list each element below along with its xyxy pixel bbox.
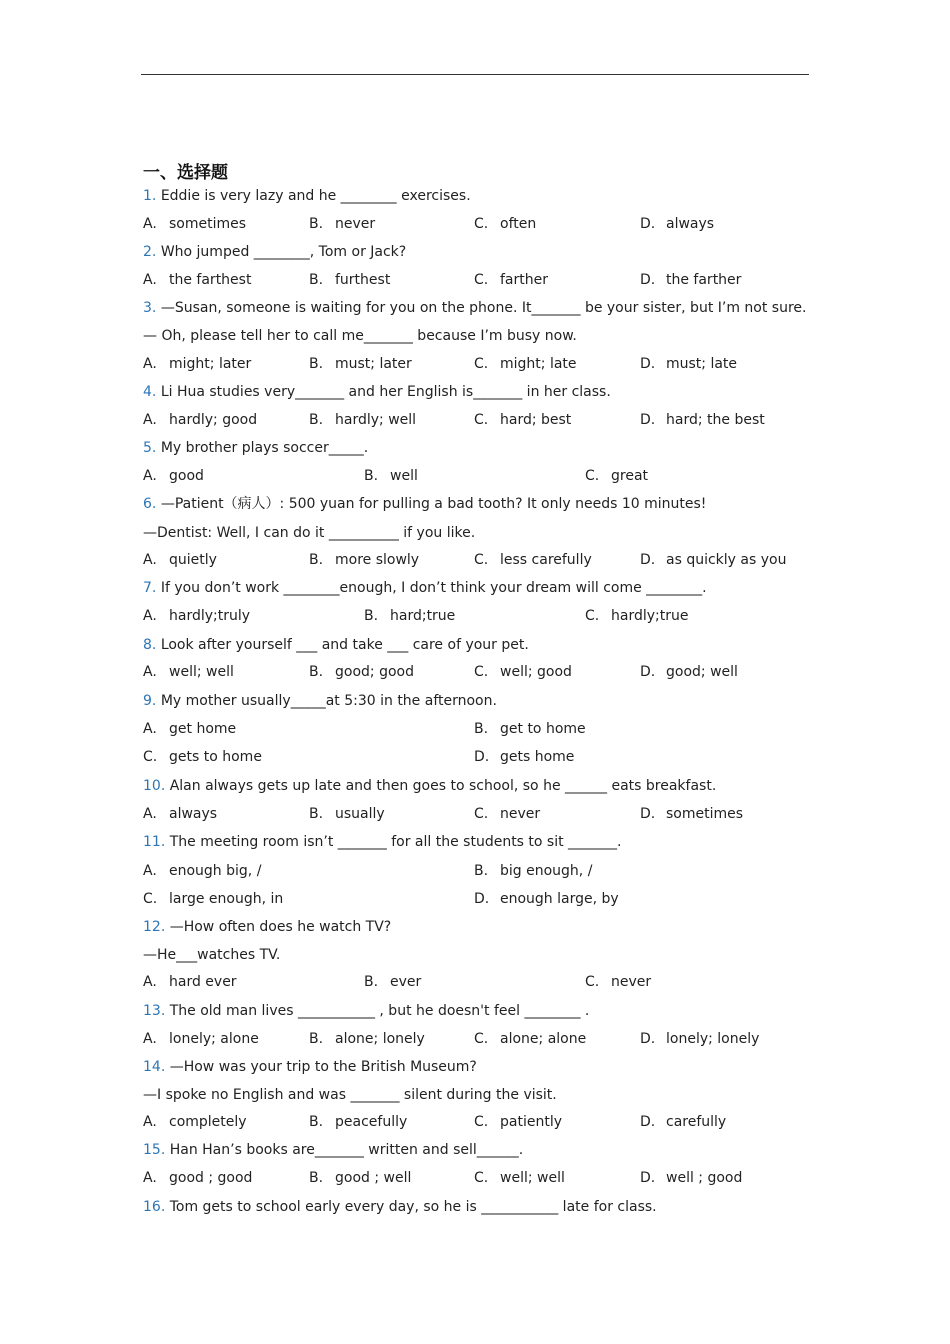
question-dialogue-line xyxy=(143,521,475,545)
question-number: 2. xyxy=(143,244,157,260)
option-label: A. xyxy=(143,1170,157,1186)
option-text: alone; alone xyxy=(500,1031,587,1047)
option-label: D. xyxy=(640,412,656,428)
option-text: good ; well xyxy=(335,1170,412,1186)
answer-option[interactable] xyxy=(640,660,738,684)
option-text: hardly;true xyxy=(611,608,689,624)
question-number: 14. xyxy=(143,1059,166,1075)
question-number: 15. xyxy=(143,1142,166,1158)
option-label: C. xyxy=(585,974,600,990)
answer-option[interactable] xyxy=(143,408,257,432)
option-label: D. xyxy=(474,891,490,907)
option-label: B. xyxy=(309,552,324,568)
option-label: A. xyxy=(143,552,157,568)
question-text: Han Han’s books are_______ written and sell______. xyxy=(169,1142,524,1158)
answer-option[interactable] xyxy=(143,859,261,883)
option-text: never xyxy=(335,216,376,232)
answer-option[interactable] xyxy=(143,1027,259,1051)
option-label: C. xyxy=(143,749,158,765)
option-text: carefully xyxy=(666,1114,727,1130)
answer-option[interactable] xyxy=(474,660,572,684)
answer-option[interactable] xyxy=(640,268,741,292)
answer-option[interactable] xyxy=(474,268,548,292)
answer-option[interactable] xyxy=(474,717,586,741)
question-stem xyxy=(143,1138,523,1162)
option-label: A. xyxy=(143,468,157,484)
question-number: 12. xyxy=(143,919,166,935)
option-label: A. xyxy=(143,216,157,232)
question-stem xyxy=(143,492,706,516)
option-text: patiently xyxy=(500,1114,562,1130)
option-label: C. xyxy=(474,412,489,428)
answer-option[interactable] xyxy=(143,464,204,488)
option-text: gets to home xyxy=(169,749,262,765)
option-text: big enough, / xyxy=(500,863,593,879)
answer-option[interactable] xyxy=(474,1166,565,1190)
option-label: C. xyxy=(585,468,600,484)
option-label: A. xyxy=(143,863,157,879)
answer-option[interactable] xyxy=(640,1027,759,1051)
answer-option[interactable] xyxy=(640,408,765,432)
answer-option[interactable] xyxy=(143,352,251,376)
question-number: 5. xyxy=(143,440,157,456)
option-text: hard ever xyxy=(169,974,237,990)
option-label: A. xyxy=(143,721,157,737)
option-text: get home xyxy=(169,721,237,737)
answer-option[interactable] xyxy=(474,352,577,376)
answer-option[interactable] xyxy=(640,1166,742,1190)
answer-option[interactable] xyxy=(143,745,262,769)
option-label: C. xyxy=(474,356,489,372)
option-text: completely xyxy=(169,1114,247,1130)
option-text: lonely; lonely xyxy=(666,1031,760,1047)
answer-option[interactable] xyxy=(640,802,743,826)
question-text: —How was your trip to the British Museum? xyxy=(169,1059,477,1075)
option-text: large enough, in xyxy=(169,891,284,907)
answer-option[interactable] xyxy=(143,802,217,826)
answer-option[interactable] xyxy=(309,548,419,572)
answer-option[interactable] xyxy=(585,604,688,628)
question-text: —Susan, someone is waiting for you on the phone. It_______ be your sister, but I’m not sure. xyxy=(160,300,807,316)
option-text: get to home xyxy=(500,721,586,737)
option-text: well; well xyxy=(500,1170,565,1186)
answer-option[interactable] xyxy=(474,859,592,883)
option-label: A. xyxy=(143,412,157,428)
option-label: C. xyxy=(143,891,158,907)
answer-option[interactable] xyxy=(309,408,416,432)
question-stem xyxy=(143,689,497,713)
answer-option[interactable] xyxy=(364,970,421,994)
question-stem xyxy=(143,830,622,854)
question-text: Li Hua studies very_______ and her English is_______ in her class. xyxy=(160,384,611,400)
answer-option[interactable] xyxy=(143,887,283,911)
option-label: B. xyxy=(309,1114,324,1130)
answer-option[interactable] xyxy=(309,802,385,826)
option-label: C. xyxy=(474,664,489,680)
question-text: Who jumped ________, Tom or Jack? xyxy=(160,244,407,260)
question-dialogue-line xyxy=(143,324,577,348)
answer-option[interactable] xyxy=(309,212,375,236)
option-label: B. xyxy=(309,1031,324,1047)
question-text: —I spoke no English and was _______ silent during the visit. xyxy=(143,1087,557,1103)
question-text: Look after yourself ___ and take ___ care of your pet. xyxy=(160,637,529,653)
option-text: never xyxy=(500,806,541,822)
section-title: 一、选择题 xyxy=(143,163,228,183)
option-label: B. xyxy=(364,468,379,484)
option-label: B. xyxy=(474,863,489,879)
option-text: hard; best xyxy=(500,412,572,428)
answer-option[interactable] xyxy=(474,1110,562,1134)
question-text: My brother plays soccer_____. xyxy=(160,440,369,456)
option-text: never xyxy=(611,974,652,990)
question-stem xyxy=(143,1195,657,1219)
option-text: well; good xyxy=(500,664,572,680)
option-label: B. xyxy=(309,356,324,372)
option-text: hardly; good xyxy=(169,412,258,428)
option-text: sometimes xyxy=(666,806,744,822)
option-text: as quickly as you xyxy=(666,552,787,568)
option-text: well xyxy=(390,468,418,484)
question-text: If you don’t work ________enough, I don’t think your dream will come ________. xyxy=(160,580,707,596)
option-label: A. xyxy=(143,272,157,288)
answer-option[interactable] xyxy=(143,1110,247,1134)
option-label: A. xyxy=(143,356,157,372)
question-number: 9. xyxy=(143,693,157,709)
option-text: hard;true xyxy=(390,608,456,624)
question-stem xyxy=(143,240,406,264)
question-text: —He___watches TV. xyxy=(143,947,281,963)
question-number: 11. xyxy=(143,834,166,850)
option-label: D. xyxy=(640,1114,656,1130)
answer-option[interactable] xyxy=(640,1110,726,1134)
question-stem xyxy=(143,1055,477,1079)
option-text: less carefully xyxy=(500,552,592,568)
answer-option[interactable] xyxy=(474,408,571,432)
answer-option[interactable] xyxy=(474,745,574,769)
option-label: A. xyxy=(143,974,157,990)
option-label: B. xyxy=(474,721,489,737)
option-label: B. xyxy=(309,216,324,232)
answer-option[interactable] xyxy=(474,1027,586,1051)
answer-option[interactable] xyxy=(309,1110,407,1134)
option-label: C. xyxy=(474,272,489,288)
answer-option[interactable] xyxy=(585,970,651,994)
option-text: great xyxy=(611,468,649,484)
question-dialogue-line xyxy=(143,943,280,967)
answer-option[interactable] xyxy=(143,970,237,994)
question-text: —How often does he watch TV? xyxy=(169,919,392,935)
option-text: usually xyxy=(335,806,385,822)
answer-option[interactable] xyxy=(474,802,540,826)
answer-option[interactable] xyxy=(309,660,414,684)
option-text: well; well xyxy=(169,664,234,680)
question-number: 13. xyxy=(143,1003,166,1019)
option-text: might; later xyxy=(169,356,252,372)
option-label: A. xyxy=(143,664,157,680)
option-label: D. xyxy=(640,1031,656,1047)
question-text: Eddie is very lazy and he ________ exercises. xyxy=(160,188,471,204)
answer-option[interactable] xyxy=(143,212,246,236)
option-text: peacefully xyxy=(335,1114,408,1130)
question-text: The old man lives ___________ , but he doesn't feel ________ . xyxy=(169,1003,590,1019)
option-label: A. xyxy=(143,1031,157,1047)
option-label: C. xyxy=(474,216,489,232)
option-label: D. xyxy=(640,806,656,822)
option-text: must; later xyxy=(335,356,412,372)
question-stem xyxy=(143,576,707,600)
option-text: lonely; alone xyxy=(169,1031,259,1047)
option-label: C. xyxy=(474,1114,489,1130)
answer-option[interactable] xyxy=(309,268,390,292)
option-label: B. xyxy=(364,974,379,990)
question-text: Alan always gets up late and then goes to school, so he ______ eats breakfast. xyxy=(169,778,717,794)
answer-option[interactable] xyxy=(143,548,217,572)
answer-option[interactable] xyxy=(143,604,250,628)
option-text: hardly; well xyxy=(335,412,417,428)
header-rule xyxy=(141,74,809,75)
option-text: furthest xyxy=(335,272,391,288)
answer-option[interactable] xyxy=(364,464,418,488)
question-stem xyxy=(143,380,611,404)
option-text: might; late xyxy=(500,356,577,372)
option-text: enough big, / xyxy=(169,863,262,879)
question-stem xyxy=(143,184,471,208)
question-number: 1. xyxy=(143,188,157,204)
question-dialogue-line xyxy=(143,1083,557,1107)
option-label: D. xyxy=(474,749,490,765)
option-label: B. xyxy=(309,272,324,288)
option-label: B. xyxy=(364,608,379,624)
option-text: good; well xyxy=(666,664,738,680)
question-number: 7. xyxy=(143,580,157,596)
option-text: enough large, by xyxy=(500,891,619,907)
option-label: C. xyxy=(474,1170,489,1186)
option-label: D. xyxy=(640,356,656,372)
answer-option[interactable] xyxy=(474,548,592,572)
question-text: My mother usually_____at 5:30 in the afternoon. xyxy=(160,693,497,709)
answer-option[interactable] xyxy=(143,1166,252,1190)
option-text: well ; good xyxy=(666,1170,743,1186)
question-number: 3. xyxy=(143,300,157,316)
question-text: —Patient（病人）: 500 yuan for pulling a bad tooth? It only needs 10 minutes! xyxy=(160,496,707,512)
option-label: D. xyxy=(640,552,656,568)
option-text: good; good xyxy=(335,664,414,680)
question-number: 16. xyxy=(143,1199,166,1215)
option-label: C. xyxy=(585,608,600,624)
option-text: farther xyxy=(500,272,548,288)
question-stem xyxy=(143,296,806,320)
answer-option[interactable] xyxy=(143,717,236,741)
option-label: C. xyxy=(474,1031,489,1047)
option-text: always xyxy=(169,806,218,822)
question-stem xyxy=(143,999,589,1023)
question-number: 4. xyxy=(143,384,157,400)
question-stem xyxy=(143,915,391,939)
answer-option[interactable] xyxy=(585,464,648,488)
option-label: D. xyxy=(640,216,656,232)
option-text: ever xyxy=(390,974,422,990)
question-stem xyxy=(143,436,368,460)
option-label: B. xyxy=(309,806,324,822)
option-text: often xyxy=(500,216,537,232)
answer-option[interactable] xyxy=(143,660,234,684)
option-label: B. xyxy=(309,412,324,428)
option-text: good xyxy=(169,468,204,484)
question-stem xyxy=(143,633,529,657)
option-text: must; late xyxy=(666,356,738,372)
question-text: — Oh, please tell her to call me_______ because I’m busy now. xyxy=(143,328,577,344)
option-label: A. xyxy=(143,1114,157,1130)
option-label: A. xyxy=(143,608,157,624)
answer-option[interactable] xyxy=(143,268,251,292)
option-label: B. xyxy=(309,1170,324,1186)
option-text: gets home xyxy=(500,749,575,765)
answer-option[interactable] xyxy=(640,352,737,376)
answer-option[interactable] xyxy=(309,1027,425,1051)
option-label: D. xyxy=(640,664,656,680)
option-text: quietly xyxy=(169,552,217,568)
option-text: the farthest xyxy=(169,272,252,288)
answer-option[interactable] xyxy=(364,604,455,628)
question-text: Tom gets to school early every day, so he is ___________ late for class. xyxy=(169,1199,657,1215)
option-label: C. xyxy=(474,806,489,822)
question-text: The meeting room isn’t _______ for all the students to sit _______. xyxy=(169,834,622,850)
option-label: B. xyxy=(309,664,324,680)
option-label: C. xyxy=(474,552,489,568)
option-text: hardly;truly xyxy=(169,608,251,624)
option-label: A. xyxy=(143,806,157,822)
option-text: hard; the best xyxy=(666,412,765,428)
question-number: 8. xyxy=(143,637,157,653)
question-text: —Dentist: Well, I can do it __________ if you like. xyxy=(143,525,476,541)
option-text: always xyxy=(666,216,715,232)
option-label: D. xyxy=(640,272,656,288)
question-stem xyxy=(143,774,716,798)
option-label: D. xyxy=(640,1170,656,1186)
option-text: alone; lonely xyxy=(335,1031,425,1047)
answer-option[interactable] xyxy=(474,887,619,911)
option-text: good ; good xyxy=(169,1170,253,1186)
answer-option[interactable] xyxy=(640,212,714,236)
option-text: the farther xyxy=(666,272,742,288)
answer-option[interactable] xyxy=(474,212,536,236)
question-number: 6. xyxy=(143,496,157,512)
answer-option[interactable] xyxy=(309,1166,411,1190)
option-text: sometimes xyxy=(169,216,247,232)
question-number: 10. xyxy=(143,778,166,794)
answer-option[interactable] xyxy=(309,352,412,376)
option-text: more slowly xyxy=(335,552,420,568)
answer-option[interactable] xyxy=(640,548,786,572)
